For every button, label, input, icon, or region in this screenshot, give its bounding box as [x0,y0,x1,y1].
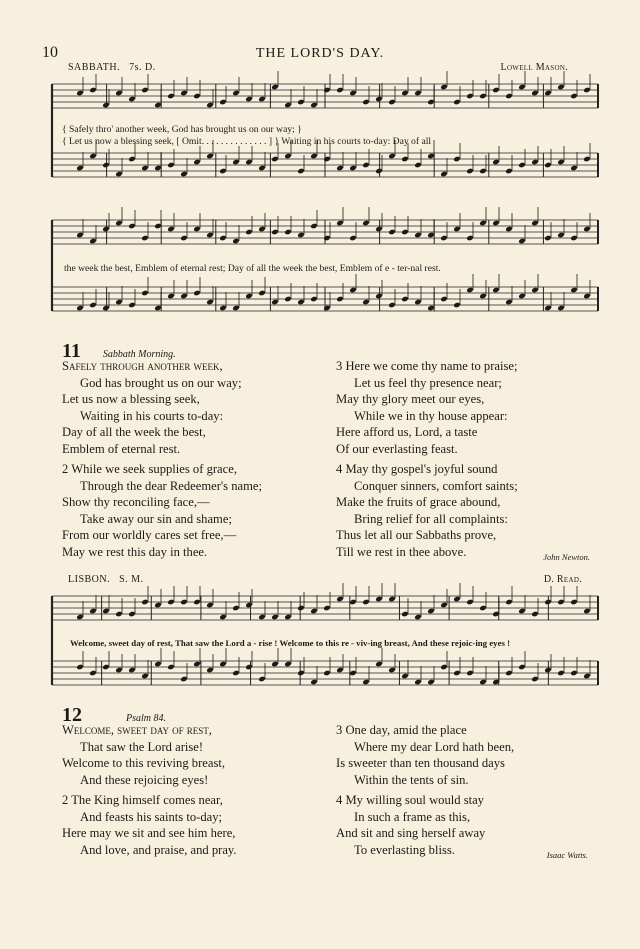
verse-line: Make the fruits of grace abound, [336,495,501,510]
verse-line: Welcome to this reviving breast, [62,756,226,771]
verse-line: 2 The King himself comes near, [62,793,223,807]
verse-line: And these rejoicing eyes! [80,772,209,787]
tune-lyric-line-2: { Let us now a blessing seek, [ Omit. . . . . . . . . . . . . . ] } Waiting in his courts to-day: Day of all [62,136,432,147]
verse-line: And sit and sing herself away [336,826,486,841]
verse-line: May thy glory meet our eyes, [336,392,485,407]
composer: D. Read. [543,574,582,585]
verse-line: May we rest this day in thee. [62,544,208,559]
verse-line: Emblem of eternal rest. [62,441,181,456]
verse-line: 3 Here we come thy name to praise; [336,359,518,373]
hymn-author: John Newton. [543,552,590,562]
verse-line: Thus let all our Sabbaths prove, [336,528,497,543]
hymn-heading: Sabbath Morning. [102,349,176,360]
verse-line: In such a frame as this, [354,809,471,824]
verse-line: From our worldly cares set free,— [62,528,237,543]
verse-line: Till we rest in thee above. [336,544,467,559]
verse-line: Waiting in his courts to-day: [80,408,224,423]
verse-line: Welcome, sweet day of rest, [62,723,212,737]
verse-line: Take away our sin and shame; [80,511,232,526]
verse-3 [336,722,514,788]
verse-line: And feasts his saints to-day; [80,809,223,824]
running-title: THE LORD'S DAY. [255,46,385,61]
tune-lyric-line: Welcome, sweet day of rest, That saw the Lord a - rise ! Welcome to this re - viv-ing breast, And these rejoic-ing eyes ! [70,638,511,648]
verse-line: That saw the Lord arise! [80,739,204,754]
verse-line: God has brought us on our way; [80,375,242,390]
verse-line: Is sweeter than ten thousand days [336,756,505,771]
page-number: 10 [42,44,58,61]
verse-line: Day of all the week the best, [62,425,206,440]
tune-meter: 7s. D. [129,62,156,73]
verse-line: To everlasting bliss. [354,842,455,857]
verse-line: Let us now a blessing seek, [62,392,200,407]
tune-title: SABBATH. [68,62,121,73]
verse-line: And love, and praise, and pray. [80,842,237,857]
verse-line: Here may we sit and see him here, [62,826,236,841]
verse-line: Safely through another week, [62,359,223,373]
verse-2 [62,461,262,561]
hymn-author: Isaac Watts. [546,850,588,860]
verse-line: Within the tents of sin. [354,772,469,787]
verse-1 [62,358,242,458]
tune-meter: S. M. [119,574,144,585]
verse-line: 3 One day, amid the place [336,723,467,737]
tune-lyric-line-1: { Safely thro' another week, God has brought us on our way; } [62,124,302,135]
verse-line: Bring relief for all complaints: [354,511,508,526]
verse-line: While we in thy house appear: [354,408,508,423]
verse-line: 4 My willing soul would stay [336,793,484,807]
composer: Lowell Mason. [500,62,568,73]
hymn-number-text: 11 [62,340,81,362]
verse-4 [336,461,518,561]
verse-line: 4 May thy gospel's joyful sound [336,462,498,476]
verse-2 [62,792,237,858]
verse-line: Through the dear Redeemer's name; [80,478,263,493]
verse-line: Conquer sinners, comfort saints; [354,478,518,493]
verse-line: Let us feel thy presence near; [354,375,502,390]
verse-line: Of our everlasting feast. [336,441,458,456]
verse-3 [336,358,518,458]
hymn-heading: Psalm 84. [126,713,166,724]
tune-lyric-line-3: the week the best, Emblem of eternal rest; Day of all the week the best, Emblem of e - ter-nal rest. [64,263,441,274]
verse-1 [62,722,225,788]
verse-line: Where my dear Lord hath been, [354,739,515,754]
tune-title: LISBON. [68,574,111,585]
verse-line: 2 While we seek supplies of grace, [62,462,237,476]
tune-name [68,574,144,585]
verse-4 [336,792,485,858]
verse-line: Here afford us, Lord, a taste [336,425,478,440]
verse-line: Show thy reconciling face,— [62,495,210,510]
hymn-number-text: 12 [62,704,82,726]
